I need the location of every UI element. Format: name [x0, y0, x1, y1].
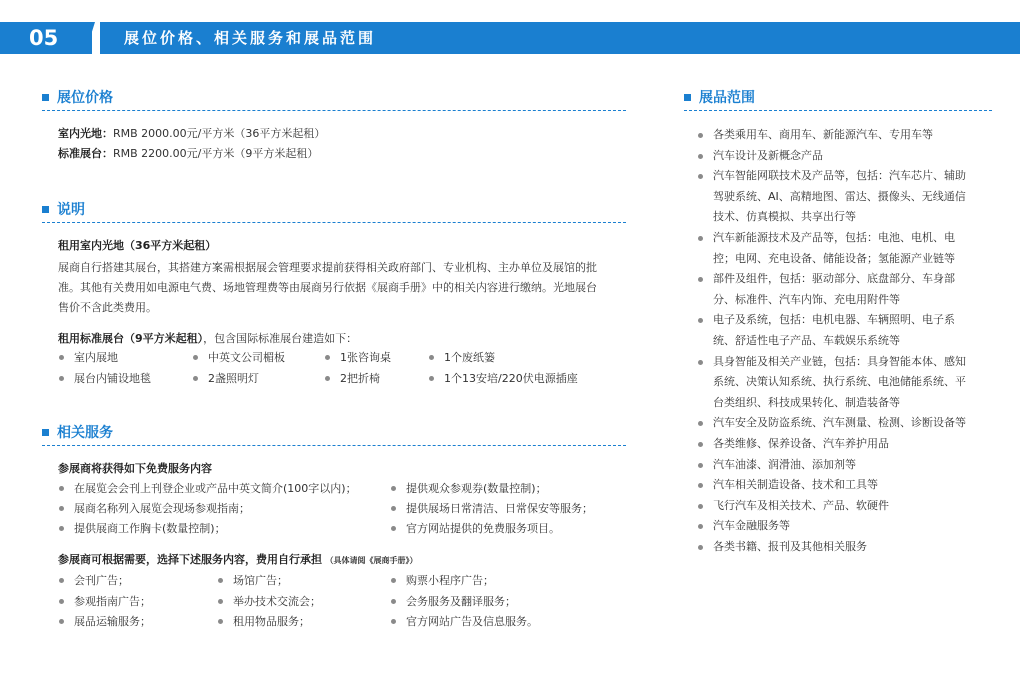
divider	[42, 445, 626, 446]
list-item: 汽车安全及防盗系统、汽车测量、检测、诊断设备等	[697, 413, 973, 434]
list-item: 展台内铺设地毯	[58, 370, 151, 387]
square-bullet-icon	[42, 206, 49, 213]
list-item: 飞行汽车及相关技术、产品、软硬件	[697, 496, 973, 517]
list-item: 1个13安培/220伏电源插座	[428, 370, 578, 387]
scope-list	[697, 125, 973, 557]
list-item: 具身智能及相关产业链，包括：具身智能本体、感知系统、决策认知系统、执行系统、电池储能系统、平台类组织、科技成果转化、制造装备等	[697, 352, 973, 414]
page-title: 展位价格、相关服务和展品范围	[124, 29, 377, 47]
list-item: 1张咨询桌	[324, 349, 391, 366]
list-item: 举办技术交流会；	[217, 593, 321, 610]
square-bullet-icon	[42, 429, 49, 436]
list-item: 官方网站广告及信息服务。	[390, 613, 538, 630]
list-item: 展商名称列入展览会现场参观指南；	[58, 500, 250, 517]
list-item: 各类维修、保养设备、汽车养护用品	[697, 434, 973, 455]
list-item: 汽车新能源技术及产品等，包括：电池、电机、电控；电网、充电设备、储能设备；氢能源产业链等	[697, 228, 973, 269]
square-bullet-icon	[684, 94, 691, 101]
list-item: 各类乘用车、商用车、新能源汽车、专用车等	[697, 125, 973, 146]
list-item: 会务服务及翻译服务；	[390, 593, 516, 610]
list-item: 租用物品服务；	[217, 613, 310, 630]
free-services-title: 参展商将获得如下免费服务内容	[58, 462, 212, 475]
list-item: 购票小程序广告；	[390, 572, 494, 589]
notes-heading: 说明	[42, 200, 242, 220]
list-item: 汽车设计及新概念产品	[697, 146, 973, 167]
indoor-space-text: 展商自行搭建其展台，其搭建方案需根据展会管理要求提前获得相关政府部门、专业机构、主办单位及展馆的批准。其他有关费用如电源电气费、场地管理费等由展商另行依据《展商手册》中的相关内容进行缴纳。光地展台售价不含此类费用。	[58, 261, 597, 314]
list-item: 会刊广告；	[58, 572, 129, 589]
list-item: 2把折椅	[324, 370, 380, 387]
list-item: 各类书籍、报刊及其他相关服务	[697, 537, 973, 558]
divider	[684, 110, 992, 111]
list-item: 官方网站提供的免费服务项目。	[390, 520, 560, 537]
section-number: 05	[0, 22, 92, 54]
list-item: 提供观众参观券(数量控制)；	[390, 480, 547, 497]
list-item: 室内展地	[58, 349, 118, 366]
scope-heading: 展品范围	[684, 88, 884, 108]
list-item: 2盏照明灯	[192, 370, 259, 387]
list-item: 展品运输服务；	[58, 613, 151, 630]
list-item: 部件及组件，包括：驱动部分、底盘部分、车身部分、标准件、汽车内饰、充电用附件等	[697, 269, 973, 310]
header-band	[0, 22, 1020, 54]
divider	[42, 222, 626, 223]
list-item: 在展览会会刊上刊登企业或产品中英文简介(100字以内)；	[58, 480, 357, 497]
list-item: 提供展商工作胸卡(数量控制)；	[58, 520, 226, 537]
pricing-heading: 展位价格	[42, 88, 242, 108]
list-item: 汽车相关制造设备、技术和工具等	[697, 475, 973, 496]
paid-services-title: 参展商可根据需要，选择下述服务内容，费用自行承担 （具体请阅《展商手册》）	[58, 553, 418, 566]
list-item: 1个废纸篓	[428, 349, 495, 366]
list-item: 汽车油漆、润滑油、添加剂等	[697, 455, 973, 476]
divider	[42, 110, 626, 111]
price-standard: 标准展台：RMB 2200.00元/平方米（9平方米起租）	[58, 147, 319, 160]
indoor-space-title: 租用室内光地（36平方米起租）	[58, 239, 217, 252]
list-item: 提供展场日常清洁、日常保安等服务；	[390, 500, 593, 517]
price-indoor: 室内光地：RMB 2000.00元/平方米（36平方米起租）	[58, 127, 326, 140]
list-item: 中英文公司楣板	[192, 349, 285, 366]
list-item: 汽车智能网联技术及产品等，包括：汽车芯片、辅助驾驶系统、AI、高精地图、雷达、摄像头、无线通信技术、仿真模拟、共享出行等	[697, 166, 973, 228]
services-heading: 相关服务	[42, 423, 242, 443]
list-item: 场馆广告；	[217, 572, 288, 589]
square-bullet-icon	[42, 94, 49, 101]
list-item: 参观指南广告；	[58, 593, 151, 610]
list-item: 汽车金融服务等	[697, 516, 973, 537]
standard-booth-title: 租用标准展台（9平方米起租），包含国际标准展台建造如下：	[58, 332, 358, 345]
list-item: 电子及系统，包括：电机电器、车辆照明、电子系统、舒适性电子产品、车载娱乐系统等	[697, 310, 973, 351]
